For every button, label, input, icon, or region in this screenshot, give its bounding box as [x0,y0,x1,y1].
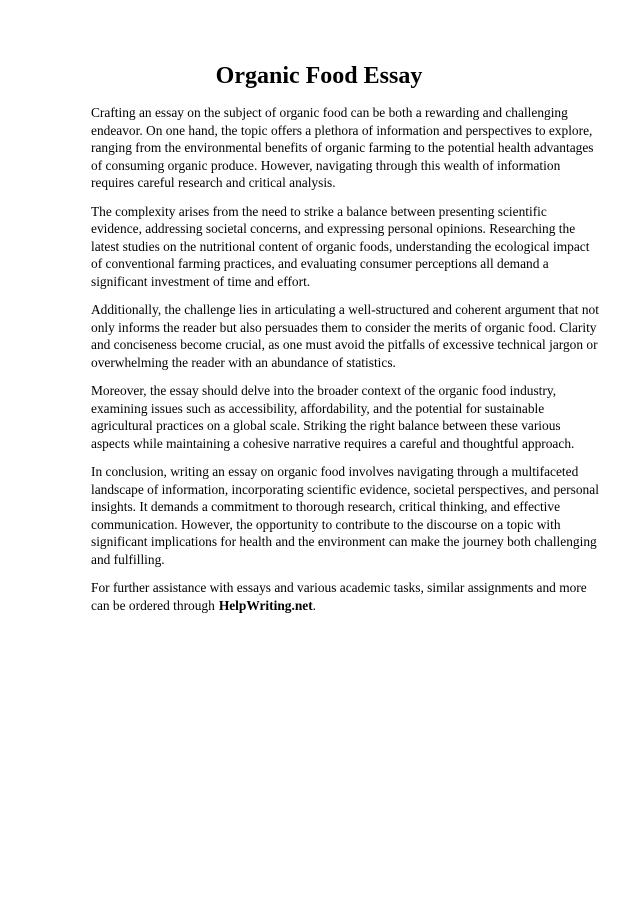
page-title: Organic Food Essay [215,63,423,89]
essay-body [91,104,601,625]
closing-text: For further assistance with essays and various academic tasks, similar assignments and more can be ordered through [91,580,587,613]
paragraph-1: Crafting an essay on the subject of organic food can be both a rewarding and challenging endeavor. On one hand, the topic offers a plethora of information and perspectives to explore, ranging from the environmental benefits of organic farming to the potential health advantages of consuming organic produce. However, navigating through this wealth of information requires careful research and critical analysis. [91,105,594,190]
closing-period: . [312,597,317,613]
helpwriting-link[interactable]: HelpWriting.net [218,597,313,613]
closing-paragraph [91,579,601,614]
paragraph-2: The complexity arises from the need to strike a balance between presenting scientific evidence, addressing societal concerns, and expressing personal opinions. Researching the latest studies on the nutritional content of organic foods, understanding the ecological impact of conventional farming practices, and evaluating consumer perceptions all demand a significant investment of time and effort. [91,203,590,289]
paragraph-3: Additionally, the challenge lies in articulating a well-structured and coherent argument that not only informs the reader but also persuades them to consider the merits of organic food. Clarity and conciseness become crucial, as one must avoid the pitfalls of excessive technical jargon or overwhelming the reader with an abundance of statistics. [91,302,599,370]
paragraph-4: Moreover, the essay should delve into the broader context of the organic food industry, examining issues such as accessibility, affordability, and the potential for sustainable agricultural practices on a global scale. Striking the right balance between these various aspects while maintaining a cohesive narrative requires a careful and thoughtful approach. [91,383,575,451]
paragraph-5: In conclusion, writing an essay on organic food involves navigating through a multifaceted landscape of information, incorporating scientific evidence, societal perspectives, and personal insights. It demands a commitment to thorough research, critical thinking, and effective communication. However, the opportunity to contribute to the discourse on a topic with significant implications for health and the environment can make the journey both challenging and fulfilling. [91,464,599,567]
